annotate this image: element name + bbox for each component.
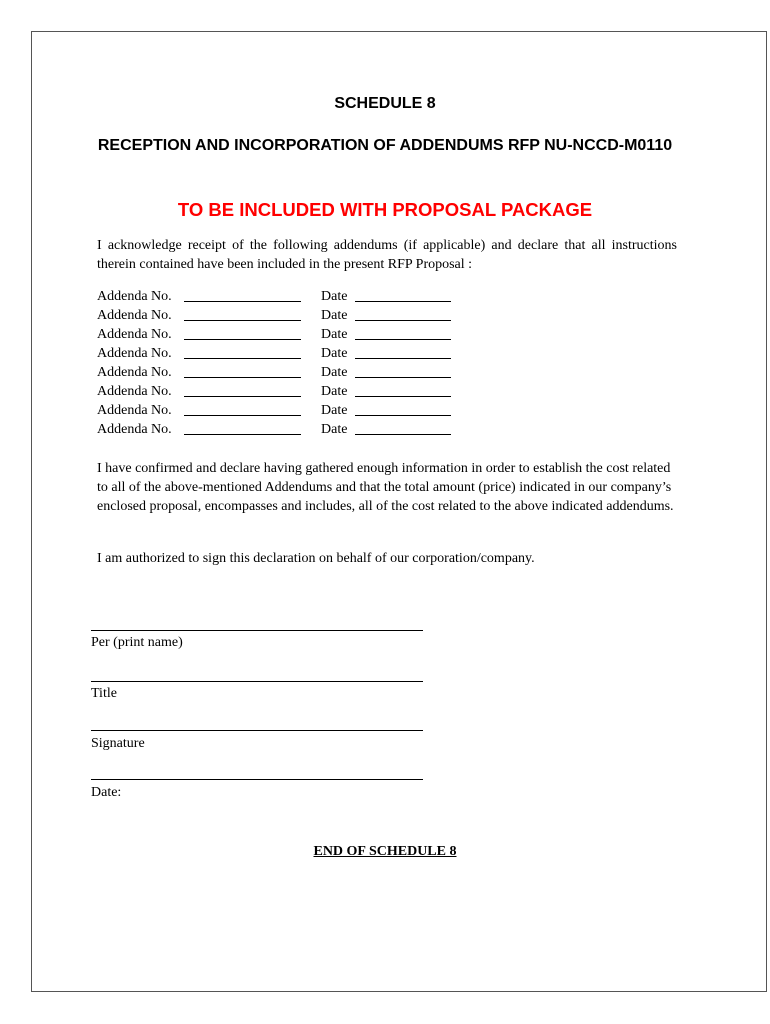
addenda-label: Addenda No. — [97, 346, 172, 361]
addenda-number-field[interactable] — [184, 415, 301, 416]
confirm-paragraph: I have confirmed and declare having gathered enough information in order to establish the cost related to all of the above-mentioned Addendums and that the total amount (price) indicated in our company’s enclosed proposal, encompasses and includes, all of the cost related to the above indicated addendums. — [97, 461, 674, 514]
addenda-number-field[interactable] — [184, 339, 301, 340]
date-field[interactable] — [355, 339, 451, 340]
date-label: Date — [321, 327, 348, 342]
date-field[interactable] — [355, 396, 451, 397]
date-field[interactable] — [355, 358, 451, 359]
addenda-label: Addenda No. — [97, 327, 172, 342]
date-field[interactable] — [355, 301, 451, 302]
addenda-number-field[interactable] — [184, 320, 301, 321]
date-label: Date — [321, 422, 348, 437]
end-of-schedule: END OF SCHEDULE 8 — [313, 844, 457, 859]
title-field[interactable] — [91, 681, 423, 682]
signature-label: Signature — [91, 736, 145, 751]
addenda-label: Addenda No. — [97, 289, 172, 304]
date-signed-label: Date: — [91, 785, 122, 800]
date-label: Date — [321, 384, 348, 399]
date-label: Date — [321, 403, 348, 418]
date-label: Date — [321, 308, 348, 323]
addenda-number-field[interactable] — [184, 434, 301, 435]
date-label: Date — [321, 346, 348, 361]
date-field[interactable] — [355, 415, 451, 416]
date-label: Date — [321, 365, 348, 380]
date-label: Date — [321, 289, 348, 304]
print-name-field[interactable] — [91, 630, 423, 631]
title-label: Title — [91, 686, 117, 701]
addenda-label: Addenda No. — [97, 403, 172, 418]
schedule-heading: SCHEDULE 8 — [334, 95, 436, 112]
date-field[interactable] — [355, 320, 451, 321]
notice-heading: TO BE INCLUDED WITH PROPOSAL PACKAGE — [177, 199, 593, 220]
date-field[interactable] — [355, 377, 451, 378]
addenda-label: Addenda No. — [97, 384, 172, 399]
addenda-label: Addenda No. — [97, 365, 172, 380]
addenda-number-field[interactable] — [184, 396, 301, 397]
date-field[interactable] — [355, 434, 451, 435]
addenda-label: Addenda No. — [97, 308, 172, 323]
acknowledge-paragraph: I acknowledge receipt of the following addendums (if applicable) and declare that all instructions therein contained have been included in the present RFP Proposal : — [97, 238, 677, 272]
authorized-paragraph: I am authorized to sign this declaration on behalf of our corporation/company. — [97, 551, 535, 566]
addenda-number-field[interactable] — [184, 301, 301, 302]
date-signed-field[interactable] — [91, 779, 423, 780]
addenda-label: Addenda No. — [97, 422, 172, 437]
addenda-number-field[interactable] — [184, 377, 301, 378]
document-title: RECEPTION AND INCORPORATION OF ADDENDUMS RFP NU-NCCD-M0110 — [97, 137, 673, 154]
addenda-number-field[interactable] — [184, 358, 301, 359]
signature-field[interactable] — [91, 730, 423, 731]
print-name-label: Per (print name) — [91, 635, 183, 650]
